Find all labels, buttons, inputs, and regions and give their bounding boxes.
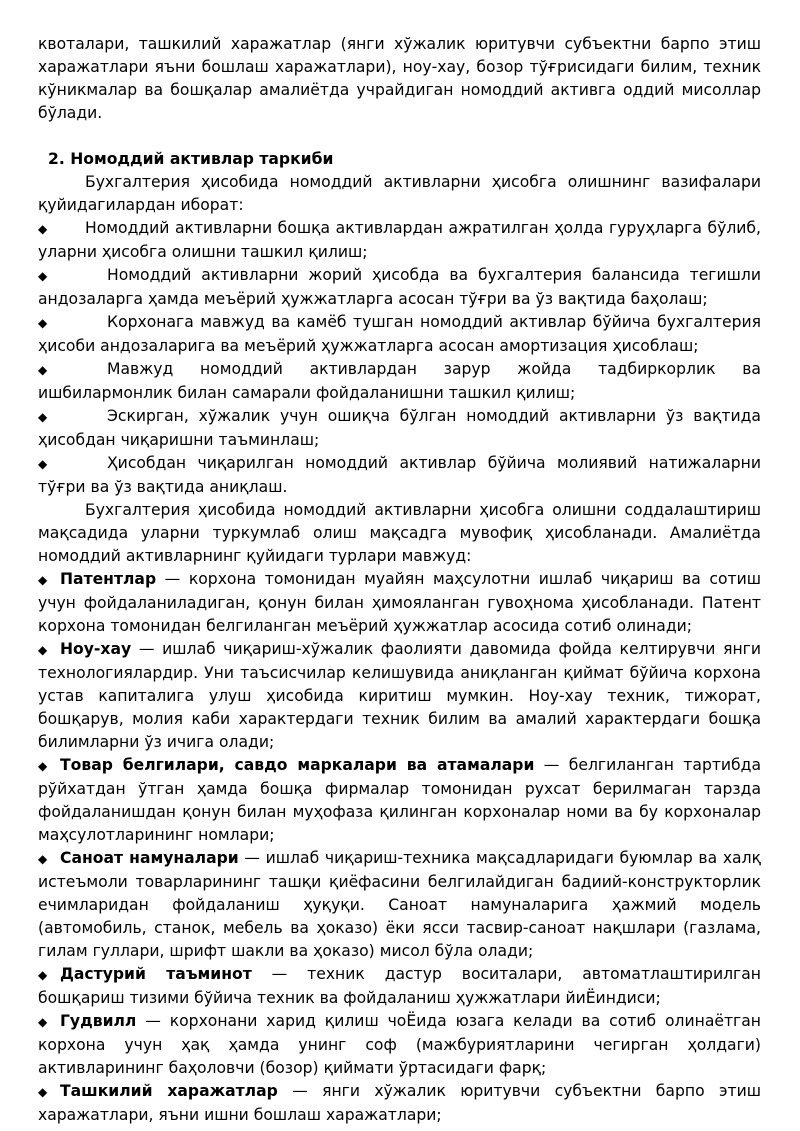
type-item: [38, 568, 761, 638]
type-term: Патентлар: [60, 570, 157, 588]
bullet-icon: ◆: [38, 410, 48, 424]
type-text: — ишлаб чиқариш-техника мақсадларидаги буюмлар ва халқ истеъмоли товарларининг ташқи қиёфасини белгилайдиган бадиий-конструкторлик ечимларидан фойдаланиш ҳуқуқи. Саноат намуналарига ҳажмий модель (автомобиль, станок, мебель ва ҳоказо) ёки ясси тасвир-саноат нақшлари (газлама, гилам гуллари, шрифт шакли ва ҳоказо) мисол бўла олади;: [38, 849, 761, 960]
task-item: [38, 452, 761, 499]
type-text: — корхона томонидан муайян маҳсулотни ишлаб чиқариш ва сотиш учун фойдаланиладиган, қонун билан ҳимояланган гувоҳнома ҳисобланади. Патент корхона томонидан белгиланган меъёрий ҳужжатлар асосида сотиб олинади;: [38, 570, 761, 635]
task-item: [38, 264, 761, 311]
type-term: Саноат намуналари: [60, 849, 239, 867]
types-intro-paragraph: Бухгалтерия ҳисобида номоддий активларни ҳисобга олишни соддалаштириш мақсадида уларни туркумлаб олиш мақсадга мувофиқ ҳисобланади. Амалиётда номоддий активларнинг қуйидаги турлари мавжуд:: [38, 501, 761, 565]
bullet-icon: ◆: [38, 852, 48, 866]
type-term: Дастурий таъминот: [60, 965, 252, 983]
type-item: [38, 754, 761, 847]
task-text: Номоддий активларни бошқа активлардан ажратилган ҳолда гуруҳларга бўлиб, уларни ҳисобга олишни ташкил қилиш;: [38, 219, 761, 261]
type-term: Ноу-хау: [60, 640, 132, 658]
bullet-icon: ◆: [38, 363, 48, 377]
type-item: [38, 847, 761, 963]
bullet-icon: ◆: [38, 222, 48, 236]
bullet-icon: ◆: [38, 1085, 48, 1099]
bullet-icon: ◆: [38, 269, 48, 283]
type-item: [38, 1080, 761, 1127]
bullet-icon: ◆: [38, 968, 48, 982]
type-text: — белгиланган тартибда рўйхатдан ўтган ҳамда бошқа фирмалар томонидан рухсат берилмаган тарзда фойдаланишдан қонун билан муҳофаза қилинган корхоналар номи ва бу корхоналар маҳсулотларининг номлари;: [38, 756, 762, 844]
bullet-icon: ◆: [38, 1015, 48, 1029]
bullet-icon: ◆: [38, 643, 48, 657]
bullet-icon: ◆: [38, 316, 48, 330]
type-text: — янги хўжалик юритувчи субъектни барпо этиш харажатлари, яъни ишни бошлаш харажатлари;: [38, 1082, 762, 1124]
task-text: Ҳисобдан чиқарилган номоддий активлар бўйича молиявий натижаларни тўғри ва ўз вақтида аниқлаш.: [38, 454, 761, 496]
type-item: [38, 963, 761, 1010]
type-text: — техник дастур воситалари, автоматлаштирилган бошқариш тизими бўйича техник ва фойдаланиш ҳужжатлари йиЁиндиси;: [38, 965, 761, 1007]
intro-paragraph: квоталари, ташкилий харажатлар (янги хўжалик юритувчи субъектни барпо этиш харажатлари яъни бошлаш харажатлари), ноу-хау, бозор тўғрисидаги билим, техник кўникмалар ва бошқалар амалиётда учрайдиган номоддий активга оддий мисоллар бўлади.: [38, 35, 761, 122]
type-text: — корхонани харид қилиш чоЁида юзага келади ва сотиб олинаётган корхона учун ҳақ ҳамда унинг соф (мажбуриятларини чегирган ҳолдаги) активларининг баҳоловчи (бозор) қиймати ўртасидаги фарқ;: [38, 1012, 761, 1077]
type-term: Товар белгилари, савдо маркалари ва атамалари: [60, 756, 535, 774]
task-text: Мавжуд номоддий активлардан зарур жойда тадбиркорлик ва ишбилармонлик билан самарали фойдаланишни ташкил қилиш;: [38, 360, 761, 402]
type-term: Ташкилий харажатлар: [60, 1082, 278, 1100]
task-item: [38, 311, 761, 358]
type-text: — ишлаб чиқариш-хўжалик фаолияти давомида фойда келтирувчи янги технологиялардир. Уни таъсисчилар келишувида аниқланган қиймат бўйича корхона устав капиталига улуш ҳисобида киритиш мумкин. Ноу-хау техник, тижорат, бошқарув, молия каби характердаги техник билим ва амалий характердаги бошқа билимларни ўз ичига олади;: [38, 640, 761, 751]
task-text: Эскирган, хўжалик учун ошиқча бўлган номоддий активларни ўз вақтида ҳисобдан чиқаришни таъминлаш;: [38, 407, 761, 449]
bullet-icon: ◆: [38, 573, 48, 587]
type-term: Гудвилл: [60, 1012, 137, 1030]
bullet-icon: ◆: [38, 759, 48, 773]
task-text: Номоддий активларни жорий ҳисобда ва бухгалтерия балансида тегишли андозаларга ҳамда меъёрий ҳужжатларга асосан тўғри ва ўз вақтида баҳолаш;: [38, 266, 761, 308]
task-item: [38, 217, 761, 264]
section-title: 2. Номоддий активлар таркиби: [48, 150, 334, 168]
type-item: [38, 638, 761, 754]
task-item: [38, 358, 761, 405]
task-item: [38, 405, 761, 452]
type-item: [38, 1010, 761, 1080]
task-text: Корхонага мавжуд ва камёб тушган номоддий активлар бўйича бухгалтерия ҳисоби андозаларига ва меъёрий ҳужжатларга асосан амортизация ҳисоблаш;: [38, 313, 761, 355]
tasks-intro-paragraph: Бухгалтерия ҳисобида номоддий активларни ҳисобга олишнинг вазифалари қуйидагилардан иборат:: [38, 173, 761, 214]
bullet-icon: ◆: [38, 457, 48, 471]
